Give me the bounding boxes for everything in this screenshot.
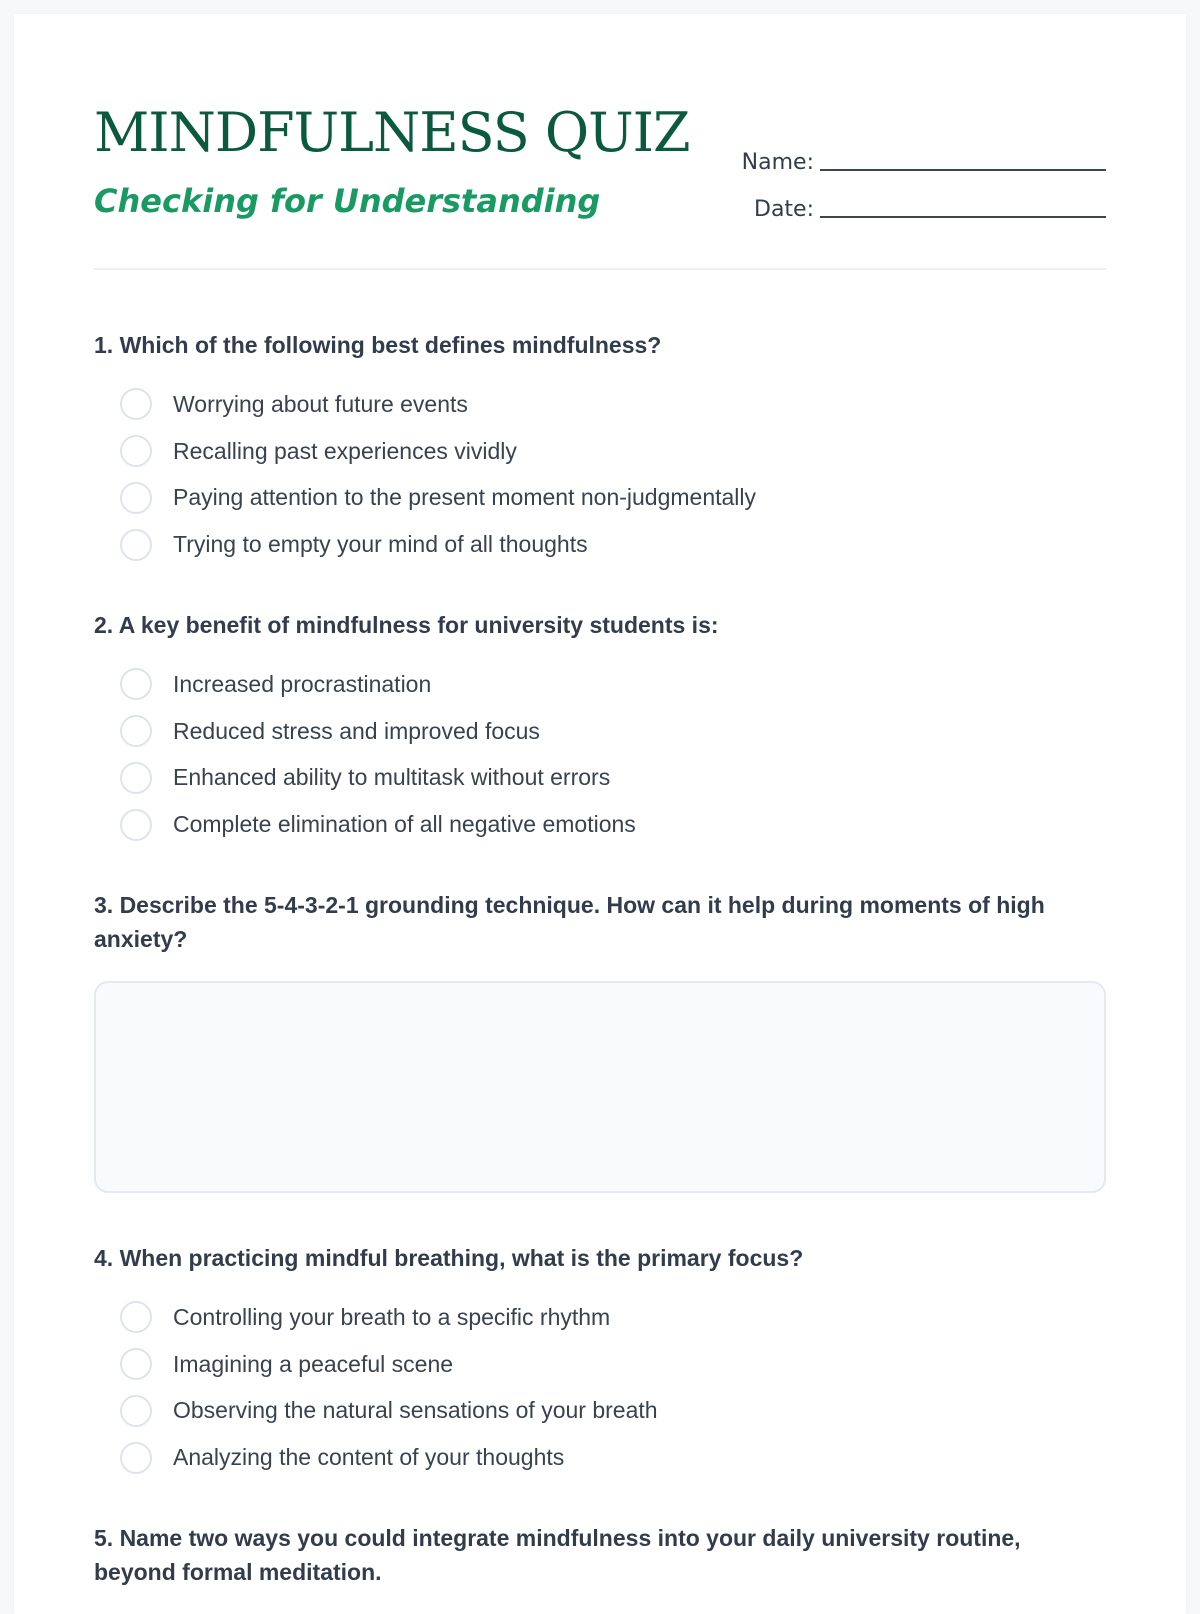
option-item[interactable] bbox=[94, 755, 1106, 802]
question-text: 2. A key benefit of mindfulness for university students is: bbox=[94, 612, 719, 638]
radio-button[interactable] bbox=[120, 1442, 152, 1474]
option-item[interactable] bbox=[94, 708, 1106, 755]
name-label: Name: bbox=[741, 150, 814, 175]
question-text: 3. Describe the 5-4-3-2-1 grounding technique. How can it help during moments of high anxiety? bbox=[94, 892, 1045, 952]
option-item[interactable] bbox=[94, 428, 1106, 475]
options-list bbox=[94, 661, 1106, 848]
radio-button[interactable] bbox=[120, 1348, 152, 1380]
quiz-page bbox=[14, 14, 1186, 1614]
option-item[interactable] bbox=[94, 475, 1106, 522]
question-4 bbox=[94, 1241, 1106, 1481]
radio-button[interactable] bbox=[120, 1301, 152, 1333]
answer-textarea[interactable] bbox=[94, 981, 1106, 1193]
date-blank-line[interactable] bbox=[820, 216, 1106, 218]
question-text: 1. Which of the following best defines mindfulness? bbox=[94, 332, 662, 358]
option-item[interactable] bbox=[94, 1388, 1106, 1435]
question-2 bbox=[94, 608, 1106, 848]
option-item[interactable] bbox=[94, 1294, 1106, 1341]
quiz-header bbox=[94, 92, 1106, 270]
option-label: Imagining a peaceful scene bbox=[173, 1350, 454, 1377]
option-item[interactable] bbox=[94, 661, 1106, 708]
radio-button[interactable] bbox=[120, 715, 152, 747]
option-item[interactable] bbox=[94, 801, 1106, 848]
option-item[interactable] bbox=[94, 1341, 1106, 1388]
option-label: Enhanced ability to multitask without errors bbox=[173, 764, 611, 791]
name-field bbox=[726, 150, 1106, 175]
date-field bbox=[726, 197, 1106, 222]
name-blank-line[interactable] bbox=[820, 169, 1106, 171]
option-label: Worrying about future events bbox=[173, 390, 468, 417]
radio-button[interactable] bbox=[120, 529, 152, 561]
option-label: Analyzing the content of your thoughts bbox=[173, 1444, 565, 1471]
option-item[interactable] bbox=[94, 1434, 1106, 1481]
option-label: Reduced stress and improved focus bbox=[173, 717, 540, 744]
option-label: Increased procrastination bbox=[173, 670, 432, 697]
radio-button[interactable] bbox=[120, 668, 152, 700]
page-subtitle: Checking for Understanding bbox=[94, 182, 601, 220]
options-list bbox=[94, 1294, 1106, 1481]
question-text: 5. Name two ways you could integrate mindfulness into your daily university routine, beyond formal meditation. bbox=[94, 1525, 1021, 1585]
radio-button[interactable] bbox=[120, 388, 152, 420]
option-label: Complete elimination of all negative emotions bbox=[173, 811, 636, 838]
date-label: Date: bbox=[754, 197, 814, 222]
option-item[interactable] bbox=[94, 381, 1106, 428]
radio-button[interactable] bbox=[120, 809, 152, 841]
option-label: Trying to empty your mind of all thoughts bbox=[173, 531, 588, 558]
radio-button[interactable] bbox=[120, 762, 152, 794]
page-title: MINDFULNESS QUIZ bbox=[94, 101, 690, 164]
radio-button[interactable] bbox=[120, 1395, 152, 1427]
question-3 bbox=[94, 888, 1106, 1193]
option-label: Recalling past experiences vividly bbox=[173, 437, 517, 464]
option-label: Controlling your breath to a specific rhythm bbox=[173, 1303, 611, 1330]
question-text: 4. When practicing mindful breathing, what is the primary focus? bbox=[94, 1245, 804, 1271]
radio-button[interactable] bbox=[120, 435, 152, 467]
option-label: Paying attention to the present moment non-judgmentally bbox=[173, 484, 757, 511]
question-1 bbox=[94, 328, 1106, 568]
question-5 bbox=[94, 1521, 1106, 1589]
options-list bbox=[94, 381, 1106, 568]
option-label: Observing the natural sensations of your breath bbox=[173, 1397, 658, 1424]
radio-button[interactable] bbox=[120, 482, 152, 514]
option-item[interactable] bbox=[94, 521, 1106, 568]
